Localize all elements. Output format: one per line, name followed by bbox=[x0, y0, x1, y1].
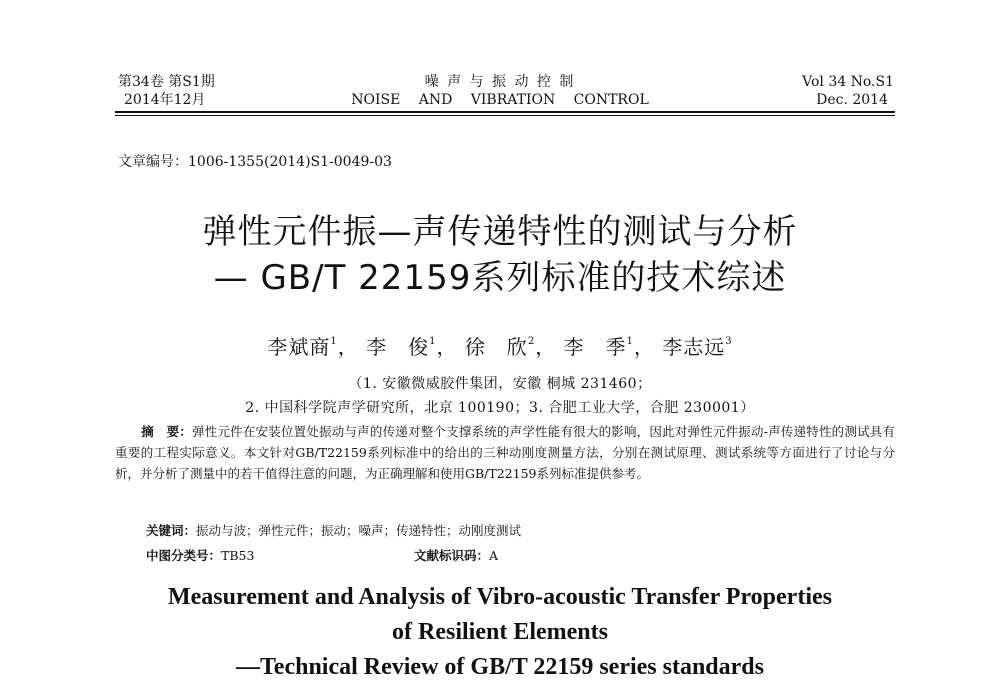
title-cn-line1: 弹性元件振—声传递特性的测试与分析 bbox=[202, 212, 798, 252]
clc-line bbox=[146, 546, 254, 564]
keywords: 振动与波；弹性元件；振动；噪声；传递特性；动刚度测试 bbox=[196, 523, 522, 538]
affiliation-line2: 2. 中国科学院声学研究所，北京 100190；3. 合肥工业大学，合肥 230001） bbox=[245, 400, 755, 416]
header-rule-thick bbox=[115, 111, 895, 113]
author: 李斌商$^1$， bbox=[267, 335, 359, 359]
author: 李 俊$^1$， bbox=[366, 335, 458, 359]
doc-code-label: 文献标识码： bbox=[414, 548, 490, 563]
article-number: 文章编号：1006-1355(2014)S1-0049-03 bbox=[118, 154, 392, 170]
header-date-en: Dec. 2014 bbox=[816, 92, 888, 108]
title-en-line3: —Technical Review of GB/T 22159 series standards bbox=[235, 654, 764, 680]
abstract-text: 弹性元件在安装位置处振动与声的传递对整个支撑系统的声学性能有很大的影响，因此对弹性元件振动-声传递特性的测试具有重要的工程实际意义。本文针对GB/T22159系列标准中的给出的三种动刚度测量方法，分别在测试原理、测试系统等方面进行了讨论与分析，并分析了测量中的若干值得注意的问题，为正确理解和使用GB/T22159系列标准提供参考。 bbox=[115, 424, 895, 481]
keywords-line bbox=[146, 521, 521, 539]
header-date-cn: 2014年12月 bbox=[124, 92, 206, 108]
header-volume-issue: 第34卷 第S1期 bbox=[118, 74, 215, 90]
keywords-label: 关键词： bbox=[146, 523, 197, 538]
affiliation-line1: （1. 安徽微威胶件集团，安徽 桐城 231460； bbox=[348, 376, 652, 392]
title-en-line1: Measurement and Analysis of Vibro-acoustic Transfer Properties bbox=[168, 584, 832, 610]
title-en-line2: of Resilient Elements bbox=[392, 619, 608, 645]
abstract bbox=[115, 421, 895, 484]
header-rule-thin bbox=[115, 115, 895, 116]
header-volume-en: Vol 34 No.S1 bbox=[802, 74, 894, 90]
clc-value: TB53 bbox=[221, 548, 255, 563]
abstract-label: 摘 要： bbox=[141, 424, 193, 439]
author: 李 季$^1$， bbox=[563, 335, 655, 359]
author: 李志远$^3$ bbox=[662, 335, 733, 359]
header-journal-cn: 噪 声 与 振 动 控 制 bbox=[424, 74, 576, 90]
title-cn-line2: — GB/T 22159系列标准的技术综述 bbox=[213, 258, 787, 298]
clc-label: 中图分类号： bbox=[146, 548, 222, 563]
author: 徐 欣$^2$， bbox=[464, 335, 557, 359]
header-journal-en: NOISE AND VIBRATION CONTROL bbox=[351, 92, 649, 108]
author-list bbox=[0, 331, 1000, 360]
doc-code-value: A bbox=[489, 548, 499, 563]
doc-code-line bbox=[414, 546, 498, 564]
